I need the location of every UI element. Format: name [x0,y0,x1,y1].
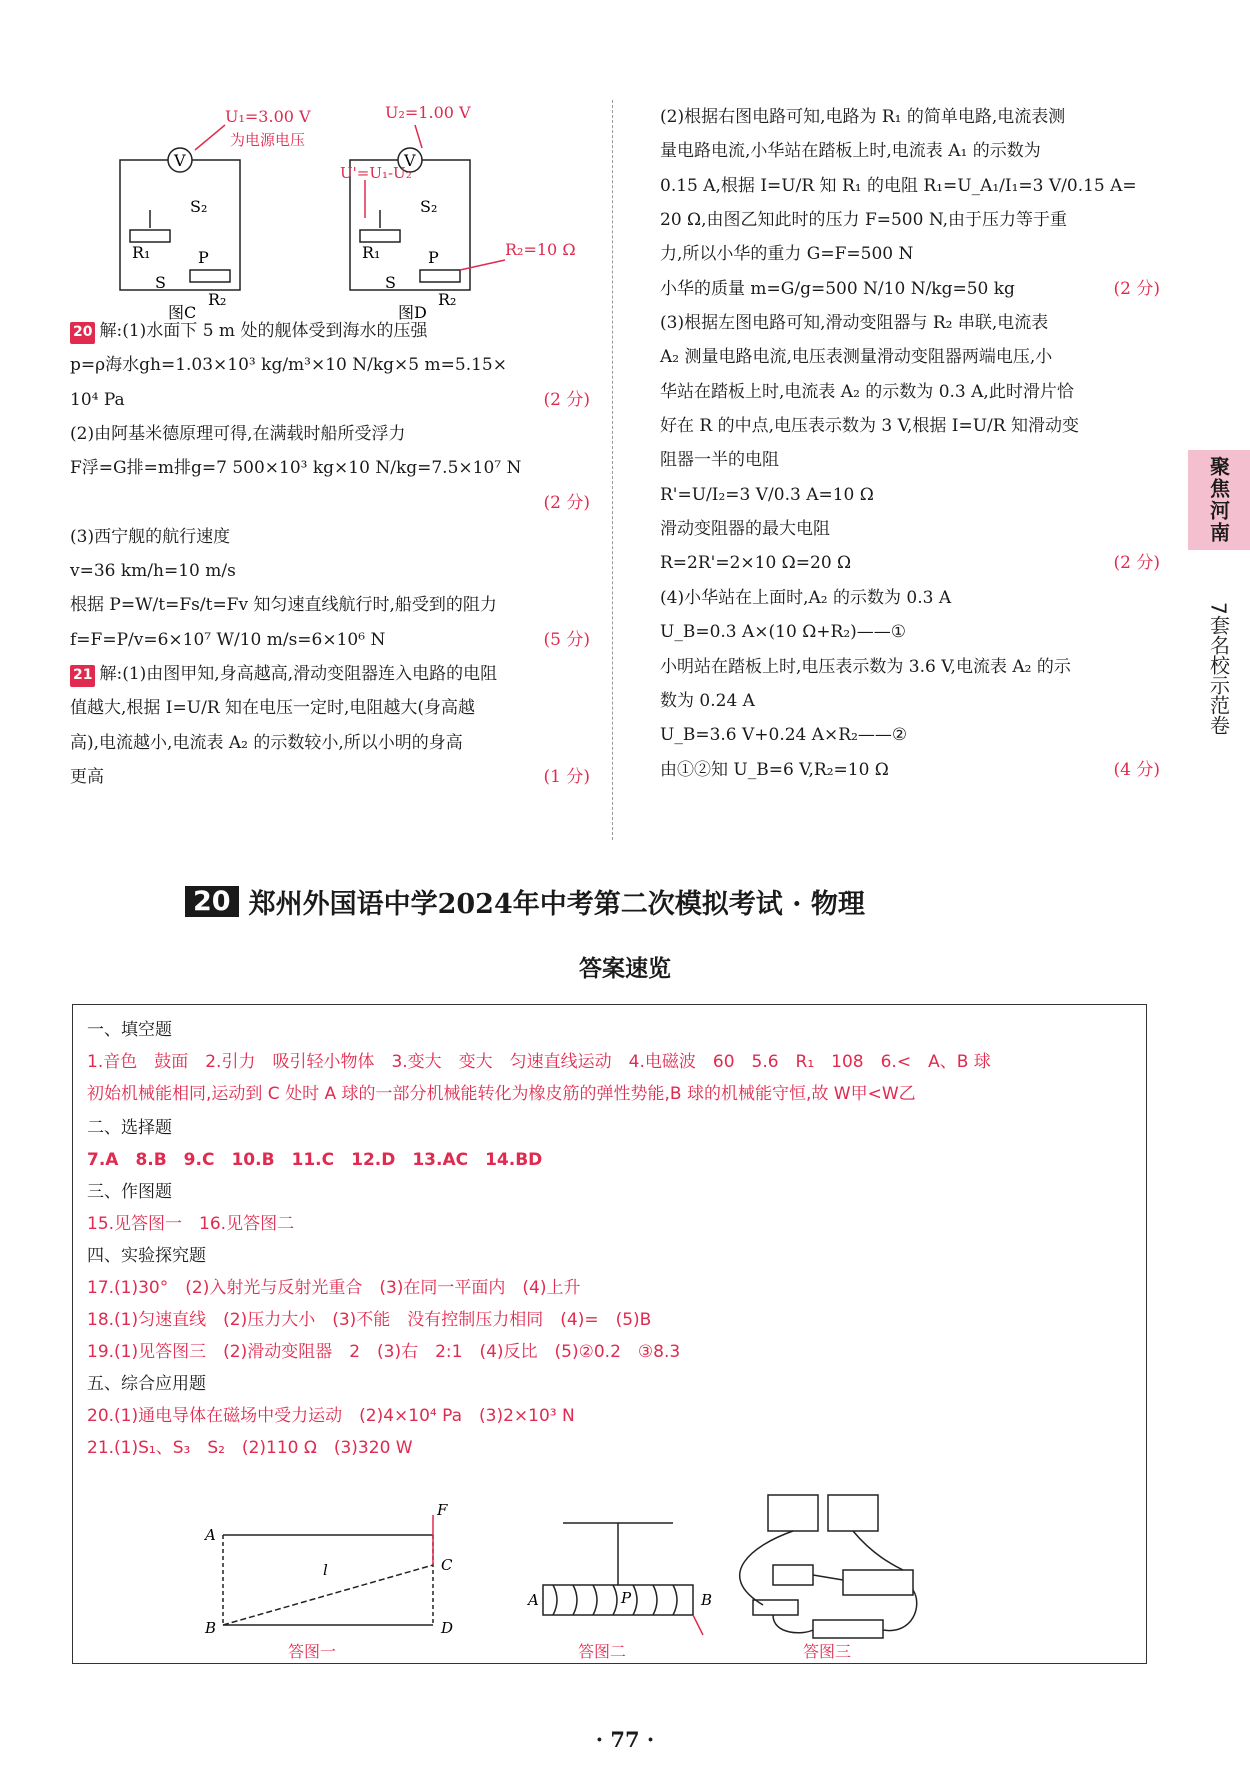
p-label-c: P [198,248,209,267]
note-d-diff: U'=U₁-U₂ [340,164,412,182]
s2-label-c: S₂ [190,197,208,216]
q20-score3: (5 分) [543,629,590,650]
q21-r4: 20 Ω,由图乙知此时的压力 F=500 N,由于压力等于重 [660,210,1068,231]
answer-drawing: 15.见答图一 16.见答图二 [87,1214,295,1234]
q21-line2: 值越大,根据 I=U/R 知在电压一定时,电阻越大(身高越 [70,698,476,719]
r2-label-c: R₂ [208,290,227,309]
fig1-label-c: C [441,1556,453,1574]
heading-choice: 二、选择题 [87,1118,172,1138]
q21-line4: 更高 (1 分) [70,764,590,790]
q20-line4: (2)由阿基米德原理可得,在满载时船所受浮力 [70,424,406,445]
note-d-r2: R₂=10 Ω [505,240,576,259]
fig1-label-a: A [205,1526,216,1544]
q21-r17: 小明站在踏板上时,电压表示数为 3.6 V,电流表 A₂ 的示 [660,656,1071,677]
q20-score2: (2 分) [543,492,590,513]
q21-r3: 0.15 A,根据 I=U/R 知 R₁ 的电阻 R₁=U_A₁/I₁=3 V/0.15 A= [660,175,1137,196]
q21-number: 21 [70,665,95,687]
q21-r9: 华站在踏板上时,电流表 A₂ 的示数为 0.3 A,此时滑片恰 [660,381,1074,402]
circuit-figures [110,100,590,320]
q21-score3: (2 分) [1113,553,1160,574]
q20-line8: 根据 P=W/t=Fs/t=Fv 知匀速直线航行时,船受到的阻力 [70,595,497,616]
section-title [185,882,1065,921]
r2-label-d: R₂ [438,290,457,309]
q20-number: 20 [70,322,95,344]
caption-d: 图D [398,303,427,320]
q21-r11: 阻器一半的电阻 [660,450,779,471]
heading-application: 五、综合应用题 [87,1374,206,1394]
q21-r18: 数为 0.24 A [660,690,755,711]
q21-r14: R=2R'=2×10 Ω=20 Ω (2 分) [660,550,1160,576]
fig1-label-f: F [437,1501,448,1519]
q21-r5: 力,所以小华的重力 G=F=500 N [660,244,914,265]
q21-r19: U_B=3.6 V+0.24 A×R₂——② [660,725,908,746]
q21-score4: (4 分) [1113,759,1160,780]
q21-r10: 好在 R 的中点,电压表示数为 3 V,根据 I=U/R 知滑动变 [660,416,1079,437]
q21-score2: (2 分) [1113,278,1160,299]
right-column [660,104,1160,791]
fig1-label-d: D [441,1619,454,1637]
heading-drawing: 三、作图题 [87,1182,172,1202]
answer-fill-2: 初始机械能相同,运动到 C 处时 A 球的一部分机械能转化为橡皮筋的弹性势能,B 球的机械能守恒,故 W甲<W乙 [87,1084,916,1104]
q21-r6: 小华的质量 m=G/g=500 N/10 N/kg=50 kg (2 分) [660,276,1160,302]
fig1-label-b: B [205,1619,217,1637]
r1-label-d: R₁ [362,243,381,262]
answer-21: 21.(1)S₁、S₃ S₂ (2)110 Ω (3)320 W [87,1438,413,1458]
q21-line3: 高),电流越小,电流表 A₂ 的示数较小,所以小明的身高 [70,732,463,753]
page-number: · 77 · [595,1727,655,1752]
answer-17: 17.(1)30° (2)入射光与反射光重合 (3)在同一平面内 (4)上升 [87,1278,581,1298]
q21-r20: 由①②知 U_B=6 V,R₂=10 Ω (4 分) [660,757,1160,783]
q20-line9: f=F=P/v=6×10⁷ W/10 m/s=6×10⁶ N (5 分) [70,627,590,653]
side-tab-focus: 聚焦河南 [1188,450,1250,550]
q21-r7: (3)根据左图电路可知,滑动变阻器与 R₂ 串联,电流表 [660,313,1049,334]
q21-r13: 滑动变阻器的最大电阻 [660,519,830,540]
answer-diagrams [73,1475,1143,1660]
fig1-label-l: l [323,1561,328,1579]
q21-r8: A₂ 测量电路电流,电压表测量滑动变阻器两端电压,小 [660,347,1053,368]
q20-line1: 20 解:(1)水面下 5 m 处的舰体受到海水的压强 [70,318,590,344]
section-title-text: 郑州外国语中学2024年中考第二次模拟考试 · 物理 [248,889,865,920]
column-divider [612,100,613,840]
answer-fill-1: 1.音色 鼓面 2.引力 吸引轻小物体 3.变大 变大 匀速直线运动 4.电磁波 60 5.6 R₁ 108 6.< A、B 球 [87,1052,991,1072]
answer-box [72,1004,1147,1664]
q21-line1: 21 解:(1)由图甲知,身高越高,滑动变阻器连入电路的电阻 [70,661,590,687]
side-tab-series: 7套名校示范卷 [1206,601,1231,735]
fig2-caption: 答图二 [578,1642,627,1660]
q21-r16: U_B=0.3 A×(10 Ω+R₂)——① [660,622,907,643]
q20-line7: v=36 km/h=10 m/s [70,561,236,582]
fig3-caption: 答图三 [803,1642,852,1660]
section-number: 20 [185,886,239,917]
s2-label-d: S₂ [420,197,438,216]
q20-line6: (3)西宁舰的航行速度 [70,526,231,547]
answer-19: 19.(1)见答图三 (2)滑动变阻器 2 (3)右 2:1 (4)反比 (5)②0.2 ③8.3 [87,1342,681,1362]
s-label-d: S [385,273,396,292]
fig2-label-a: A [528,1591,539,1609]
answer-choice: 7.A 8.B 9.C 10.B 11.C 12.D 13.AC 14.BD [87,1150,543,1170]
heading-experiment: 四、实验探究题 [87,1246,206,1266]
q20-line3: 10⁴ Pa (2 分) [70,387,590,413]
s-label-c: S [155,273,166,292]
q21-r12: R'=U/I₂=3 V/0.3 A=10 Ω [660,484,874,505]
heading-fill-blank: 一、填空题 [87,1020,172,1040]
q20-score1: (2 分) [543,389,590,410]
q20-line2: p=ρ海水gh=1.03×10³ kg/m³×10 N/kg×5 m=5.15× [70,355,507,376]
note-c-src: 为电源电压 [230,131,306,149]
q21-r1: (2)根据右图电路可知,电路为 R₁ 的简单电路,电流表测 [660,107,1066,127]
q20-score2-row [70,490,590,516]
fig1-caption: 答图一 [288,1642,337,1660]
note-c-u: U₁=3.00 V [225,107,311,126]
note-d-u: U₂=1.00 V [385,103,471,122]
v-label-d: V [404,151,416,170]
fig2-label-p: P [621,1589,632,1607]
left-column [70,318,590,798]
v-label-c: V [174,151,186,170]
q21-r15: (4)小华站在上面时,A₂ 的示数为 0.3 A [660,587,952,608]
answers-subtitle: 答案速览 [579,956,671,982]
answer-20: 20.(1)通电导体在磁场中受力运动 (2)4×10⁴ Pa (3)2×10³ N [87,1406,575,1426]
q21-score1: (1 分) [543,767,590,788]
r1-label-c: R₁ [132,243,151,262]
q21-r2: 量电路电流,小华站在踏板上时,电流表 A₁ 的示数为 [660,141,1041,162]
q20-line5: F浮=G排=m排g=7 500×10³ kg×10 N/kg=7.5×10⁷ N [70,458,522,479]
caption-c: 图C [168,303,197,320]
answer-18: 18.(1)匀速直线 (2)压力大小 (3)不能 没有控制压力相同 (4)= (5)B [87,1310,652,1330]
fig2-label-b: B [701,1591,713,1609]
p-label-d: P [428,248,439,267]
